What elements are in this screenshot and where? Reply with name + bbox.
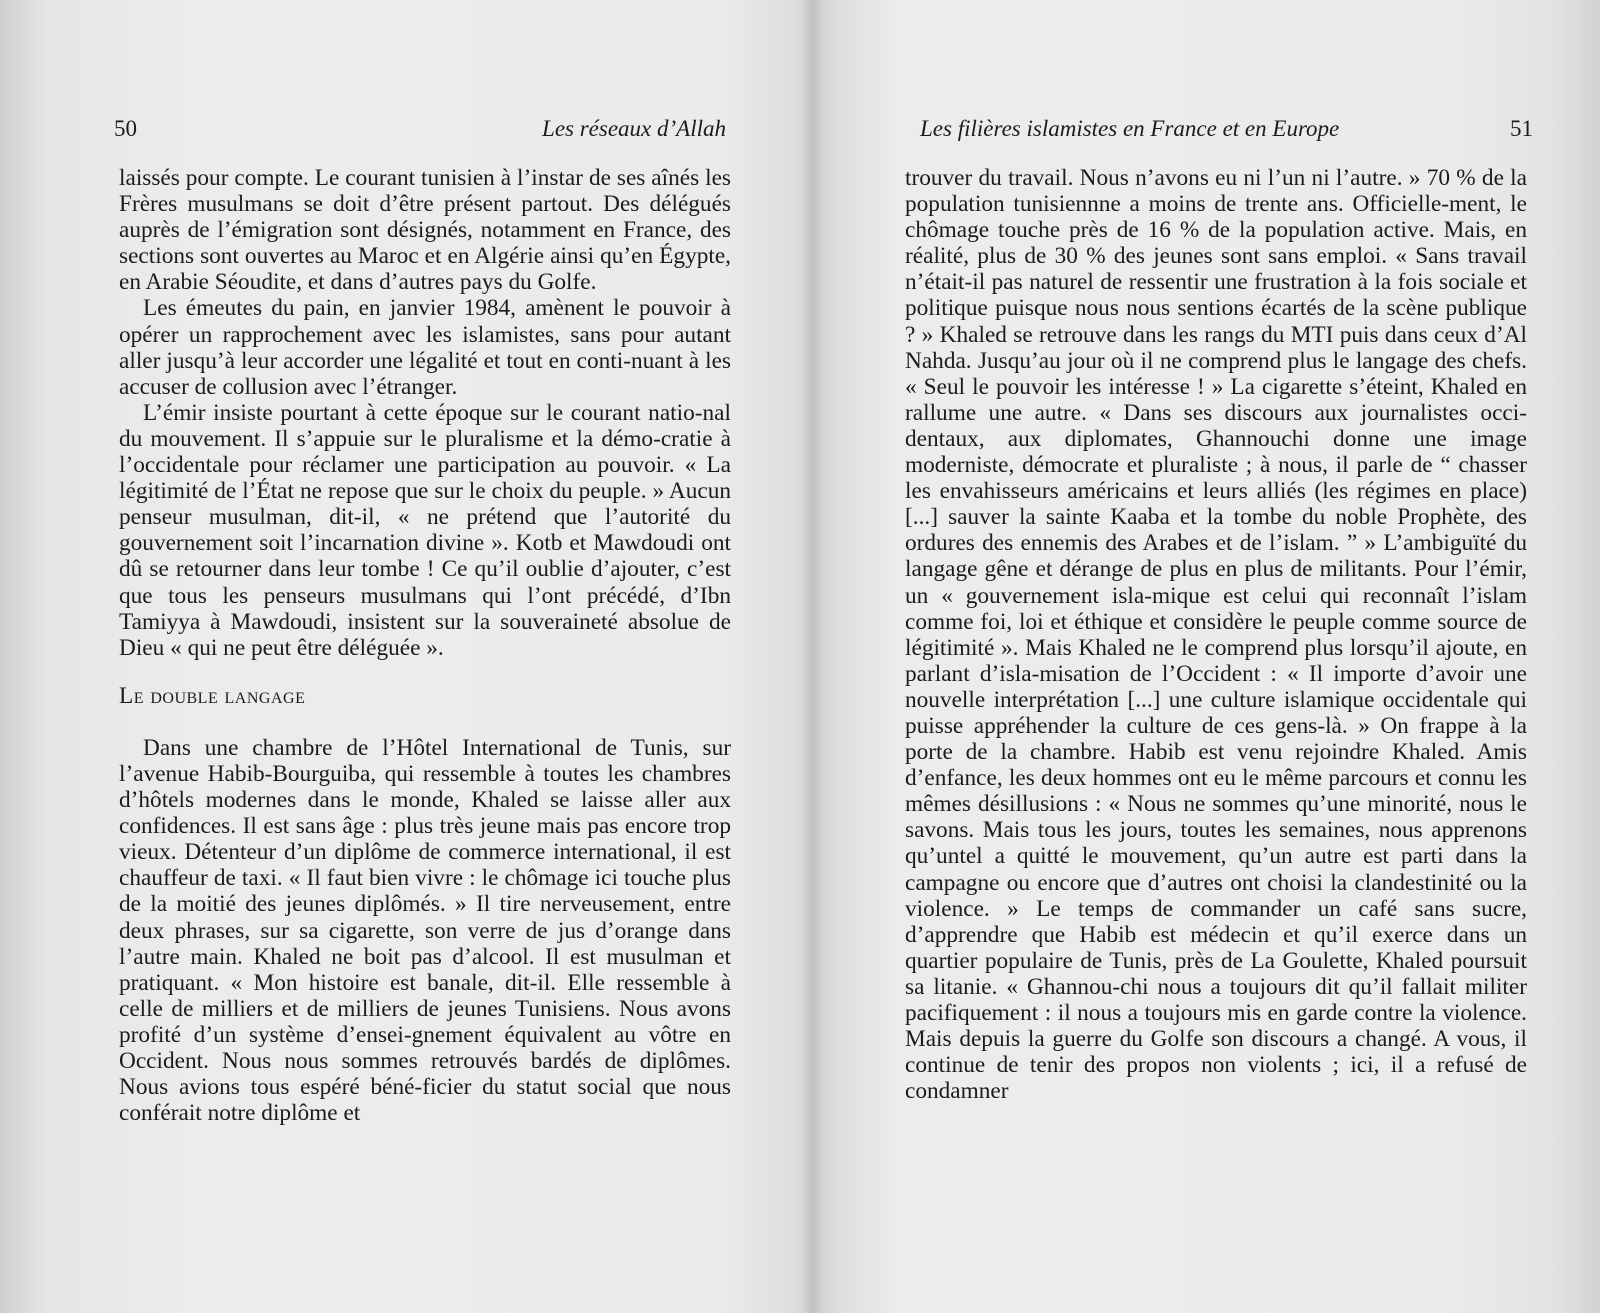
- left-page-number: 50: [114, 116, 137, 141]
- left-paragraph-2: Les émeutes du pain, en janvier 1984, amènent le pouvoir à opérer un rapprochement avec les islamistes, sans pour autant aller jusqu’à leur accorder une légalité et tout en conti-nuant à les accuser de collusion avec l’étranger.: [119, 295, 731, 400]
- left-paragraph-1: laissés pour compte. Le courant tunisien à l’instar de ses aînés les Frères musulmans se doit d’être présent partout. Des délégués auprès de l’émigration sont désignés, notamment en France, des sections sont ouvertes au Maroc et en Algérie ainsi qu’en Égypte, en Arabie Séoudite, et dans d’autres pays du Golfe.: [119, 165, 731, 296]
- right-text-block: [905, 165, 1527, 1104]
- left-paragraph-4: Dans une chambre de l’Hôtel International de Tunis, sur l’avenue Habib-Bourguiba, qui ressemble à toutes les chambres d’hôtels modernes dans le monde, Khaled se laisse aller aux confidences. Il est sans âge : plus très jeune mais pas encore trop vieux. Détenteur d’un diplôme de commerce international, il est chauffeur de taxi. « Il faut bien vivre : le chômage ici touche plus de la moitié des jeunes diplômés. » Il tire nerveusement, entre deux phrases, sur sa cigarette, son verre de jus d’orange dans l’autre main. Khaled ne boit pas d’alcool. Il est musulman et pratiquant. « Mon histoire est banale, dit-il. Elle ressemble à celle de milliers et de milliers de jeunes Tunisiens. Nous avons profité d’un système d’ensei-gnement équivalent au vôtre en Occident. Nous nous sommes retrouvés bardés de diplômes. Nous avions tous espéré béné-ficier du statut social que nous conférait notre diplôme et: [119, 734, 731, 1127]
- left-paragraph-3: L’émir insiste pourtant à cette époque sur le courant natio-nal du mouvement. Il s’appuie sur le pluralisme et la démo-cratie à l’occidentale pour réclamer une participation au pouvoir. « La légitimité de l’État ne repose que sur le choix du peuple. » Aucun penseur musulman, dit-il, « ne prétend que l’autorité du gouvernement soit l’incarnation divine ». Kotb et Mawdoudi ont dû se retourner dans leur tombe ! Ce qu’il oublie d’ajouter, c’est que tous les penseurs musulmans qui l’ont précédé, d’Ibn Tamiyya à Mawdoudi, insistent sur la souveraineté absolue de Dieu « qui ne peut être déléguée ».: [119, 399, 731, 661]
- right-running-title: Les filières islamistes en France et en Europe: [920, 116, 1340, 141]
- left-running-title: Les réseaux d’Allah: [542, 116, 726, 141]
- right-page: [815, 0, 1600, 1313]
- right-page-number: 51: [1510, 116, 1533, 141]
- section-heading: Le double langage: [119, 682, 306, 709]
- right-paragraph-1: trouver du travail. Nous n’avons eu ni l’un ni l’autre. » 70 % de la population tunisiennne a moins de trente ans. Officielle-ment, le chômage touche près de 16 % de la population active. Mais, en réalité, plus de 30 % des jeunes sont sans emploi. « Sans travail n’était-il pas naturel de ressentir une frustration à la fois sociale et politique puisque nous nous sentions écartés de la scène publique ? » Khaled se retrouve dans les rangs du MTI puis dans ceux d’Al Nahda. Jusqu’au jour où il ne comprend plus le langage des chefs. « Seul le pouvoir les intéresse ! » La cigarette s’éteint, Khaled en rallume une autre. « Dans ses discours aux journalistes occi-dentaux, aux diplomates, Ghannouchi donne une image moderniste, démocrate et pluraliste ; à nous, il parle de “ chasser les envahisseurs américains et leurs alliés (les régimes en place) [...] sauver la sainte Kaaba et la tombe du noble Prophète, des ordures des ennemis des Arabes et de l’islam. ” » L’ambiguïté du langage gêne et dérange de plus en plus de militants. Pour l’émir, un « gouvernement isla-mique est celui qui reconnaît l’islam comme foi, loi et éthique et considère le peuple comme source de légitimité ». Mais Khaled ne le comprend plus lorsqu’il ajoute, en parlant d’isla-misation de l’Occident : « Il importe d’avoir une nouvelle interprétation [...] une culture islamique occidentale qui puisse appréhender la culture de ces gens-là. » On frappe à la porte de la chambre. Habib est venu rejoindre Khaled. Amis d’enfance, les deux hommes ont eu le même parcours et connu les mêmes désillusions : « Nous ne sommes qu’une minorité, nous le savons. Mais tous les jours, toutes les semaines, nous apprenons qu’untel a quitté le mouvement, qu’un autre est parti dans la campagne ou encore que d’autres ont choisi la clandestinité ou la violence. » Le temps de commander un café sans sucre, d’apprendre que Habib est médecin et qu’il exerce dans un quartier populaire de Tunis, près de La Goulette, Khaled poursuit sa litanie. « Ghannou-chi nous a toujours dit qu’il fallait militer pacifiquement : il nous a toujours mis en garde contre la violence. Mais depuis la guerre du Golfe son discours a changé. A vous, il continue de tenir des propos non violents ; ici, il a refusé de condamner: [905, 165, 1527, 1105]
- left-text-block: [119, 165, 731, 1126]
